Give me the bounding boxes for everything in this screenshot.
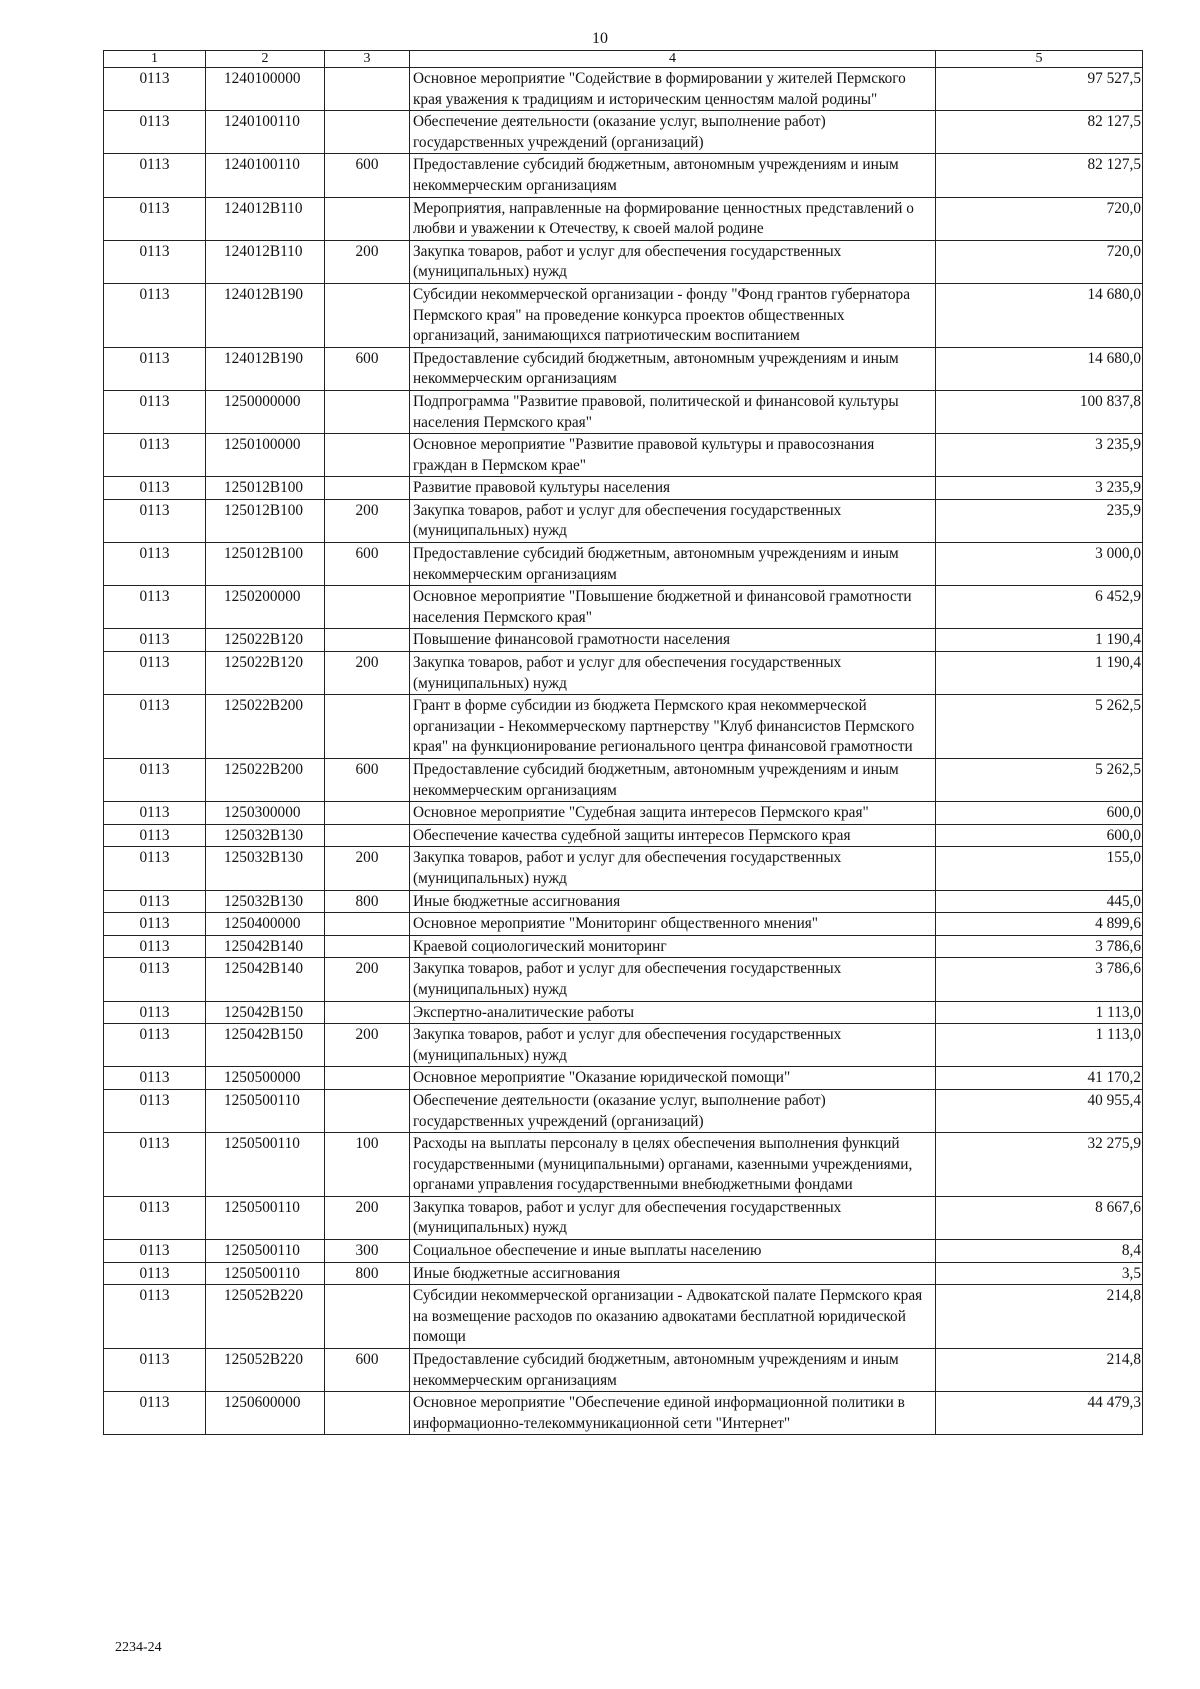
amount-cell: 14 680,0 (936, 347, 1143, 390)
table-row (104, 1089, 1143, 1132)
target-article-cell: 124012B190 (206, 347, 325, 390)
amount-cell: 155,0 (936, 847, 1143, 890)
description-cell: Предоставление субсидий бюджетным, автономным учреждениям и иным некоммерческим организациям (410, 1349, 936, 1392)
amount-cell: 1 190,4 (936, 652, 1143, 695)
target-article-cell: 125052B220 (206, 1285, 325, 1349)
description-cell: Закупка товаров, работ и услуг для обеспечения государственных (муниципальных) нужд (410, 847, 936, 890)
table-row (104, 1024, 1143, 1067)
table-row (104, 154, 1143, 197)
description-cell: Основное мероприятие "Развитие правовой культуры и правосознания граждан в Пермском крае" (410, 434, 936, 477)
description-cell: Повышение финансовой грамотности населения (410, 629, 936, 652)
target-article-cell: 1240100000 (206, 68, 325, 111)
target-article-cell: 125042B150 (206, 1001, 325, 1024)
amount-cell: 40 955,4 (936, 1089, 1143, 1132)
description-cell: Обеспечение качества судебной защиты интересов Пермского края (410, 824, 936, 847)
expense-type-cell: 600 (325, 154, 410, 197)
target-article-cell: 125032B130 (206, 890, 325, 913)
amount-cell: 1 113,0 (936, 1024, 1143, 1067)
target-article-cell: 1250500110 (206, 1133, 325, 1197)
amount-cell: 6 452,9 (936, 586, 1143, 629)
table-row (104, 499, 1143, 542)
section-code-cell: 0113 (104, 802, 206, 825)
expense-type-cell: 200 (325, 652, 410, 695)
table-row (104, 958, 1143, 1001)
description-cell: Развитие правовой культуры населения (410, 477, 936, 500)
amount-cell: 214,8 (936, 1285, 1143, 1349)
amount-cell: 82 127,5 (936, 111, 1143, 154)
description-cell: Основное мероприятие "Содействие в формировании у жителей Пермского края уважения к традициям и историческим ценностям малой родины" (410, 68, 936, 111)
amount-cell: 44 479,3 (936, 1392, 1143, 1435)
description-cell: Закупка товаров, работ и услуг для обеспечения государственных (муниципальных) нужд (410, 499, 936, 542)
section-code-cell: 0113 (104, 847, 206, 890)
section-code-cell: 0113 (104, 1285, 206, 1349)
amount-cell: 5 262,5 (936, 759, 1143, 802)
section-code-cell: 0113 (104, 197, 206, 240)
expense-type-cell (325, 477, 410, 500)
expense-type-cell: 600 (325, 543, 410, 586)
section-code-cell: 0113 (104, 1001, 206, 1024)
expense-type-cell: 800 (325, 1262, 410, 1285)
target-article-cell: 1250600000 (206, 1392, 325, 1435)
expense-type-cell: 200 (325, 1024, 410, 1067)
expense-type-cell: 600 (325, 759, 410, 802)
amount-cell: 1 113,0 (936, 1001, 1143, 1024)
expense-type-cell (325, 629, 410, 652)
amount-cell: 3 235,9 (936, 434, 1143, 477)
expense-type-cell: 300 (325, 1240, 410, 1263)
column-header: 2 (206, 51, 325, 68)
section-code-cell: 0113 (104, 1240, 206, 1263)
table-row (104, 283, 1143, 347)
column-header: 3 (325, 51, 410, 68)
amount-cell: 97 527,5 (936, 68, 1143, 111)
section-code-cell: 0113 (104, 1024, 206, 1067)
table-row (104, 1001, 1143, 1024)
target-article-cell: 1250300000 (206, 802, 325, 825)
target-article-cell: 1250500110 (206, 1262, 325, 1285)
amount-cell: 445,0 (936, 890, 1143, 913)
expense-type-cell (325, 283, 410, 347)
section-code-cell: 0113 (104, 958, 206, 1001)
section-code-cell: 0113 (104, 390, 206, 433)
description-cell: Основное мероприятие "Судебная защита интересов Пермского края" (410, 802, 936, 825)
expense-type-cell: 200 (325, 1196, 410, 1239)
expense-type-cell: 200 (325, 958, 410, 1001)
table-row (104, 1133, 1143, 1197)
expense-type-cell (325, 802, 410, 825)
amount-cell: 3 786,6 (936, 935, 1143, 958)
section-code-cell: 0113 (104, 1133, 206, 1197)
amount-cell: 41 170,2 (936, 1067, 1143, 1090)
section-code-cell: 0113 (104, 935, 206, 958)
table-row (104, 824, 1143, 847)
expense-type-cell (325, 434, 410, 477)
description-cell: Основное мероприятие "Повышение бюджетной и финансовой грамотности населения Пермского края" (410, 586, 936, 629)
section-code-cell: 0113 (104, 111, 206, 154)
section-code-cell: 0113 (104, 1262, 206, 1285)
target-article-cell: 1250500110 (206, 1089, 325, 1132)
table-row (104, 197, 1143, 240)
target-article-cell: 1250100000 (206, 434, 325, 477)
target-article-cell: 125042B140 (206, 958, 325, 1001)
description-cell: Обеспечение деятельности (оказание услуг, выполнение работ) государственных учреждений (организаций) (410, 1089, 936, 1132)
target-article-cell: 1250400000 (206, 913, 325, 936)
column-header: 4 (410, 51, 936, 68)
description-cell: Иные бюджетные ассигнования (410, 890, 936, 913)
description-cell: Основное мероприятие "Оказание юридической помощи" (410, 1067, 936, 1090)
description-cell: Основное мероприятие "Обеспечение единой информационной политики в информационно-телекоммуникационной сети "Интернет" (410, 1392, 936, 1435)
table-row (104, 1196, 1143, 1239)
table-row (104, 913, 1143, 936)
description-cell: Предоставление субсидий бюджетным, автономным учреждениям и иным некоммерческим организациям (410, 154, 936, 197)
description-cell: Иные бюджетные ассигнования (410, 1262, 936, 1285)
target-article-cell: 125032B130 (206, 824, 325, 847)
target-article-cell: 1240100110 (206, 111, 325, 154)
table-row (104, 695, 1143, 759)
column-header: 1 (104, 51, 206, 68)
target-article-cell: 125012B100 (206, 499, 325, 542)
section-code-cell: 0113 (104, 283, 206, 347)
amount-cell: 82 127,5 (936, 154, 1143, 197)
target-article-cell: 125032B130 (206, 847, 325, 890)
section-code-cell: 0113 (104, 477, 206, 500)
target-article-cell: 1250000000 (206, 390, 325, 433)
target-article-cell: 1250500110 (206, 1240, 325, 1263)
expense-type-cell (325, 1285, 410, 1349)
target-article-cell: 124012B190 (206, 283, 325, 347)
target-article-cell: 124012B110 (206, 197, 325, 240)
amount-cell: 3,5 (936, 1262, 1143, 1285)
description-cell: Мероприятия, направленные на формирование ценностных представлений о любви и уважении к Отечеству, к своей малой родине (410, 197, 936, 240)
expense-type-cell (325, 935, 410, 958)
section-code-cell: 0113 (104, 652, 206, 695)
section-code-cell: 0113 (104, 434, 206, 477)
amount-cell: 14 680,0 (936, 283, 1143, 347)
section-code-cell: 0113 (104, 347, 206, 390)
amount-cell: 720,0 (936, 240, 1143, 283)
target-article-cell: 1250500110 (206, 1196, 325, 1239)
expense-type-cell: 100 (325, 1133, 410, 1197)
description-cell: Экспертно-аналитические работы (410, 1001, 936, 1024)
table-row (104, 1067, 1143, 1090)
table-row (104, 434, 1143, 477)
section-code-cell: 0113 (104, 1089, 206, 1132)
amount-cell: 3 000,0 (936, 543, 1143, 586)
section-code-cell: 0113 (104, 499, 206, 542)
target-article-cell: 1250200000 (206, 586, 325, 629)
section-code-cell: 0113 (104, 1349, 206, 1392)
expense-type-cell (325, 1067, 410, 1090)
column-header: 5 (936, 51, 1143, 68)
table-row (104, 652, 1143, 695)
target-article-cell: 125022B120 (206, 652, 325, 695)
expense-type-cell (325, 68, 410, 111)
section-code-cell: 0113 (104, 240, 206, 283)
description-cell: Закупка товаров, работ и услуг для обеспечения государственных (муниципальных) нужд (410, 1196, 936, 1239)
description-cell: Подпрограмма "Развитие правовой, политической и финансовой культуры населения Пермского края" (410, 390, 936, 433)
table-row (104, 543, 1143, 586)
description-cell: Субсидии некоммерческой организации - фонду "Фонд грантов губернатора Пермского края" на проведение конкурса проектов общественных организаций, занимающихся патриотическим воспитанием (410, 283, 936, 347)
amount-cell: 32 275,9 (936, 1133, 1143, 1197)
description-cell: Расходы на выплаты персоналу в целях обеспечения выполнения функций государственными (муниципальными) органами, казенными учреждениями, органами управления государственными внебюджетными фондами (410, 1133, 936, 1197)
table-row (104, 347, 1143, 390)
document-code: 2234-24 (115, 1640, 162, 1655)
description-cell: Закупка товаров, работ и услуг для обеспечения государственных (муниципальных) нужд (410, 652, 936, 695)
table-body (104, 68, 1143, 1435)
section-code-cell: 0113 (104, 695, 206, 759)
table-row (104, 759, 1143, 802)
expense-type-cell (325, 111, 410, 154)
target-article-cell: 125022B200 (206, 759, 325, 802)
expense-type-cell (325, 390, 410, 433)
section-code-cell: 0113 (104, 824, 206, 847)
amount-cell: 600,0 (936, 824, 1143, 847)
section-code-cell: 0113 (104, 890, 206, 913)
amount-cell: 3 786,6 (936, 958, 1143, 1001)
table-row (104, 629, 1143, 652)
section-code-cell: 0113 (104, 68, 206, 111)
table-row (104, 890, 1143, 913)
amount-cell: 5 262,5 (936, 695, 1143, 759)
section-code-cell: 0113 (104, 629, 206, 652)
target-article-cell: 1250500000 (206, 1067, 325, 1090)
expense-type-cell (325, 824, 410, 847)
table-row (104, 1349, 1143, 1392)
expense-type-cell: 600 (325, 347, 410, 390)
page-number: 10 (592, 30, 608, 47)
amount-cell: 235,9 (936, 499, 1143, 542)
expense-type-cell: 200 (325, 240, 410, 283)
target-article-cell: 125042B140 (206, 935, 325, 958)
target-article-cell: 125012B100 (206, 543, 325, 586)
description-cell: Субсидии некоммерческой организации - Адвокатской палате Пермского края на возмещение расходов по оказанию адвокатами бесплатной юридической помощи (410, 1285, 936, 1349)
description-cell: Закупка товаров, работ и услуг для обеспечения государственных (муниципальных) нужд (410, 1024, 936, 1067)
table-row (104, 390, 1143, 433)
expense-type-cell: 600 (325, 1349, 410, 1392)
target-article-cell: 1240100110 (206, 154, 325, 197)
description-cell: Закупка товаров, работ и услуг для обеспечения государственных (муниципальных) нужд (410, 240, 936, 283)
table-row (104, 847, 1143, 890)
expense-type-cell (325, 1392, 410, 1435)
section-code-cell: 0113 (104, 1196, 206, 1239)
description-cell: Предоставление субсидий бюджетным, автономным учреждениям и иным некоммерческим организациям (410, 759, 936, 802)
description-cell: Обеспечение деятельности (оказание услуг, выполнение работ) государственных учреждений (организаций) (410, 111, 936, 154)
table-row (104, 802, 1143, 825)
amount-cell: 214,8 (936, 1349, 1143, 1392)
amount-cell: 100 837,8 (936, 390, 1143, 433)
amount-cell: 8,4 (936, 1240, 1143, 1263)
amount-cell: 1 190,4 (936, 629, 1143, 652)
description-cell: Грант в форме субсидии из бюджета Пермского края некоммерческой организации - Некоммерческому партнерству "Клуб финансистов Пермского края" на функционирование регионального центра финансовой грамотности (410, 695, 936, 759)
expense-type-cell: 800 (325, 890, 410, 913)
section-code-cell: 0113 (104, 154, 206, 197)
table-row (104, 111, 1143, 154)
section-code-cell: 0113 (104, 586, 206, 629)
table-row (104, 1392, 1143, 1435)
expense-type-cell (325, 913, 410, 936)
description-cell: Предоставление субсидий бюджетным, автономным учреждениям и иным некоммерческим организациям (410, 543, 936, 586)
amount-cell: 4 899,6 (936, 913, 1143, 936)
expense-type-cell (325, 586, 410, 629)
expense-type-cell (325, 197, 410, 240)
table-row (104, 240, 1143, 283)
section-code-cell: 0113 (104, 543, 206, 586)
amount-cell: 3 235,9 (936, 477, 1143, 500)
expense-type-cell (325, 695, 410, 759)
table-row (104, 935, 1143, 958)
section-code-cell: 0113 (104, 1067, 206, 1090)
table-row (104, 477, 1143, 500)
description-cell: Предоставление субсидий бюджетным, автономным учреждениям и иным некоммерческим организациям (410, 347, 936, 390)
description-cell: Социальное обеспечение и иные выплаты населению (410, 1240, 936, 1263)
description-cell: Закупка товаров, работ и услуг для обеспечения государственных (муниципальных) нужд (410, 958, 936, 1001)
target-article-cell: 125052B220 (206, 1349, 325, 1392)
budget-table (103, 50, 1143, 1435)
amount-cell: 8 667,6 (936, 1196, 1143, 1239)
target-article-cell: 125042B150 (206, 1024, 325, 1067)
description-cell: Основное мероприятие "Мониторинг общественного мнения" (410, 913, 936, 936)
expense-type-cell: 200 (325, 499, 410, 542)
column-number-row (104, 51, 1143, 68)
target-article-cell: 125012B100 (206, 477, 325, 500)
section-code-cell: 0113 (104, 759, 206, 802)
expense-type-cell (325, 1001, 410, 1024)
description-cell: Краевой социологический мониторинг (410, 935, 936, 958)
expense-type-cell: 200 (325, 847, 410, 890)
table-row (104, 586, 1143, 629)
section-code-cell: 0113 (104, 1392, 206, 1435)
target-article-cell: 125022B120 (206, 629, 325, 652)
table-row (104, 68, 1143, 111)
expense-type-cell (325, 1089, 410, 1132)
target-article-cell: 124012B110 (206, 240, 325, 283)
amount-cell: 720,0 (936, 197, 1143, 240)
table-row (104, 1240, 1143, 1263)
amount-cell: 600,0 (936, 802, 1143, 825)
table-row (104, 1285, 1143, 1349)
target-article-cell: 125022B200 (206, 695, 325, 759)
section-code-cell: 0113 (104, 913, 206, 936)
table-row (104, 1262, 1143, 1285)
